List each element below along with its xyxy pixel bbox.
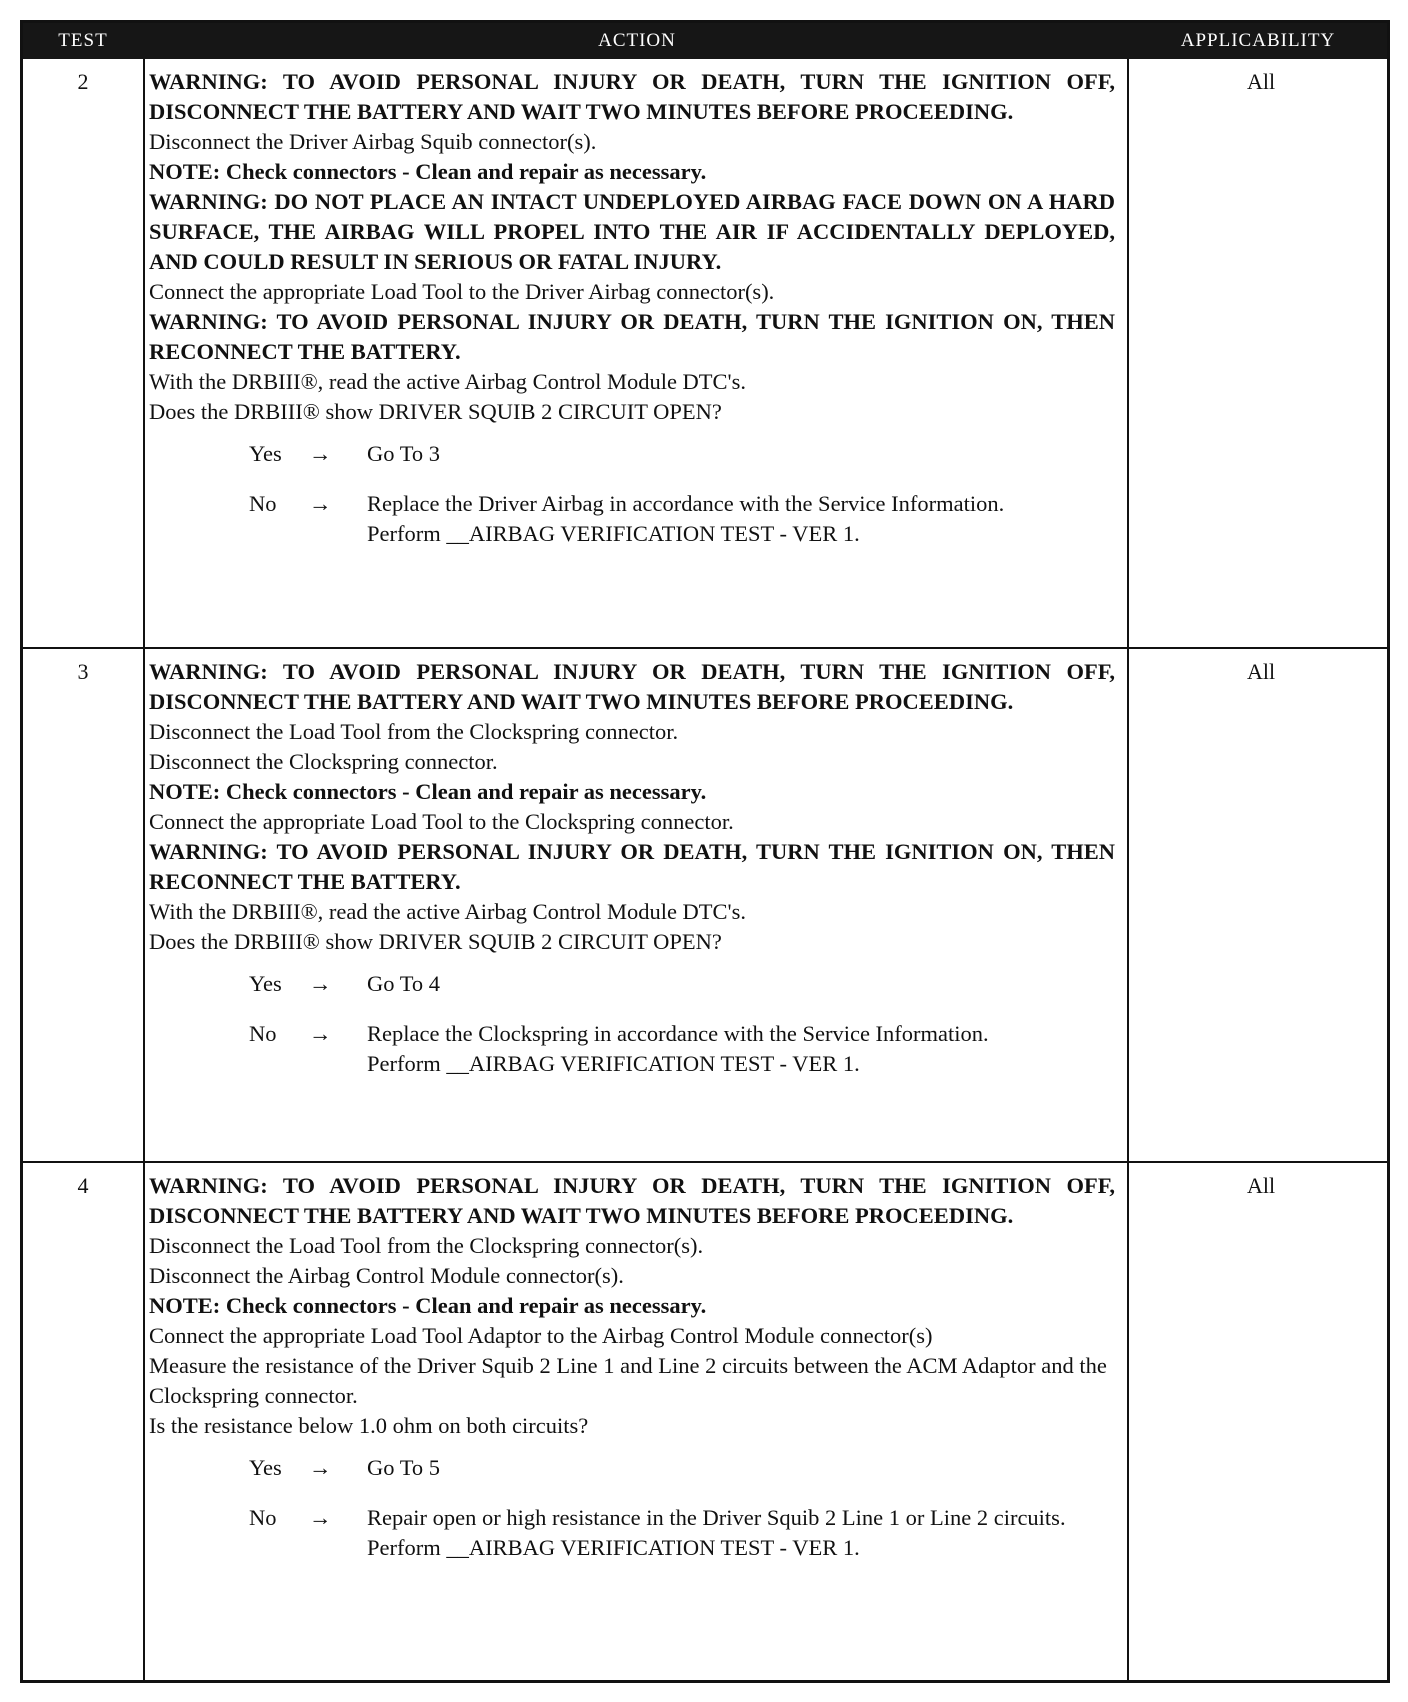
arrow-icon: →	[309, 1455, 332, 1480]
test-number: 4	[77, 1173, 89, 1198]
yes-label: Yes	[249, 1455, 282, 1480]
applicability-value: All	[1246, 1173, 1276, 1198]
note-text: NOTE: Check connectors - Clean and repair as necessary.	[149, 779, 707, 804]
step-text: Connect the appropriate Load Tool Adaptor to the Airbag Control Module connector(s)	[149, 1323, 933, 1348]
step-text: Connect the appropriate Load Tool to the Driver Airbag connector(s).	[149, 279, 775, 304]
warning-text: WARNING: TO AVOID PERSONAL INJURY OR DEATH, TURN THE IGNITION ON, THEN RECONNECT THE BATTERY.	[149, 839, 1115, 894]
no-answer	[149, 489, 1115, 549]
note-text: NOTE: Check connectors - Clean and repair as necessary.	[149, 159, 707, 184]
question-text: Does the DRBIII® show DRIVER SQUIB 2 CIRCUIT OPEN?	[149, 399, 722, 424]
step-text: Measure the resistance of the Driver Squib 2 Line 1 and Line 2 circuits between the ACM Adaptor and the Clockspring connector.	[149, 1353, 1107, 1408]
step-text: With the DRBIII®, read the active Airbag Control Module DTC's.	[149, 899, 746, 924]
answer-block	[149, 1453, 1115, 1563]
header-test: TEST	[58, 30, 108, 51]
step-text: Disconnect the Load Tool from the Clockspring connector.	[149, 719, 679, 744]
no-action: Replace the Driver Airbag in accordance with the Service Information.	[367, 491, 1005, 516]
step-text: Disconnect the Airbag Control Module connector(s).	[149, 1263, 624, 1288]
yes-answer	[149, 439, 1115, 469]
warning-text: WARNING: TO AVOID PERSONAL INJURY OR DEATH, TURN THE IGNITION OFF, DISCONNECT THE BATTERY AND WAIT TWO MINUTES BEFORE PROCEEDING.	[149, 1173, 1115, 1228]
arrow-icon: →	[309, 1021, 332, 1046]
arrow-icon: →	[309, 1505, 332, 1530]
question-text: Is the resistance below 1.0 ohm on both circuits?	[149, 1413, 589, 1438]
test-row-3	[23, 649, 1387, 1161]
header-applicability: APPLICABILITY	[1180, 30, 1336, 51]
test-number: 3	[77, 659, 89, 684]
no-label: No	[249, 1021, 277, 1046]
applicability-value: All	[1246, 659, 1276, 684]
arrow-icon: →	[309, 491, 332, 516]
test-number: 2	[77, 69, 89, 94]
warning-text: WARNING: TO AVOID PERSONAL INJURY OR DEATH, TURN THE IGNITION OFF, DISCONNECT THE BATTERY AND WAIT TWO MINUTES BEFORE PROCEEDING.	[149, 659, 1115, 714]
question-text: Does the DRBIII® show DRIVER SQUIB 2 CIRCUIT OPEN?	[149, 929, 722, 954]
warning-text: WARNING: TO AVOID PERSONAL INJURY OR DEATH, TURN THE IGNITION OFF, DISCONNECT THE BATTERY AND WAIT TWO MINUTES BEFORE PROCEEDING.	[149, 69, 1115, 124]
yes-label: Yes	[249, 971, 282, 996]
action-cell	[149, 67, 1115, 549]
arrow-icon: →	[309, 971, 332, 996]
step-text: Connect the appropriate Load Tool to the Clockspring connector.	[149, 809, 734, 834]
answer-block	[149, 439, 1115, 549]
arrow-icon: →	[309, 441, 332, 466]
step-text: With the DRBIII®, read the active Airbag Control Module DTC's.	[149, 369, 746, 394]
yes-answer	[149, 969, 1115, 999]
test-row-2	[23, 59, 1387, 647]
step-text: Disconnect the Driver Airbag Squib connector(s).	[149, 129, 597, 154]
header-action: ACTION	[598, 30, 676, 51]
action-cell	[149, 657, 1115, 1079]
yes-answer	[149, 1453, 1115, 1483]
no-action: Repair open or high resistance in the Driver Squib 2 Line 1 or Line 2 circuits.	[367, 1505, 1066, 1530]
yes-action: Go To 3	[367, 441, 441, 466]
yes-action: Go To 5	[367, 1455, 441, 1480]
yes-action: Go To 4	[367, 971, 441, 996]
no-label: No	[249, 491, 277, 516]
perform-test-text: Perform __AIRBAG VERIFICATION TEST - VER 1.	[367, 521, 860, 546]
no-action: Replace the Clockspring in accordance with the Service Information.	[367, 1021, 989, 1046]
warning-text: WARNING: DO NOT PLACE AN INTACT UNDEPLOYED AIRBAG FACE DOWN ON A HARD SURFACE, THE AIRBAG WILL PROPEL INTO THE AIR IF ACCIDENTALLY DEPLOYED, AND COULD RESULT IN SERIOUS OR FATAL INJURY.	[149, 189, 1115, 274]
yes-label: Yes	[249, 441, 282, 466]
diagnostic-table	[20, 20, 1390, 1683]
table-header	[23, 23, 1387, 59]
note-text: NOTE: Check connectors - Clean and repair as necessary.	[149, 1293, 707, 1318]
warning-text: WARNING: TO AVOID PERSONAL INJURY OR DEATH, TURN THE IGNITION ON, THEN RECONNECT THE BATTERY.	[149, 309, 1115, 364]
action-cell	[149, 1171, 1115, 1563]
perform-test-text: Perform __AIRBAG VERIFICATION TEST - VER 1.	[367, 1535, 860, 1560]
no-answer	[149, 1503, 1115, 1563]
answer-block	[149, 969, 1115, 1079]
step-text: Disconnect the Clockspring connector.	[149, 749, 498, 774]
no-answer	[149, 1019, 1115, 1079]
no-label: No	[249, 1505, 277, 1530]
perform-test-text: Perform __AIRBAG VERIFICATION TEST - VER 1.	[367, 1051, 860, 1076]
applicability-value: All	[1246, 69, 1276, 94]
test-row-4	[23, 1163, 1387, 1680]
step-text: Disconnect the Load Tool from the Clockspring connector(s).	[149, 1233, 704, 1258]
